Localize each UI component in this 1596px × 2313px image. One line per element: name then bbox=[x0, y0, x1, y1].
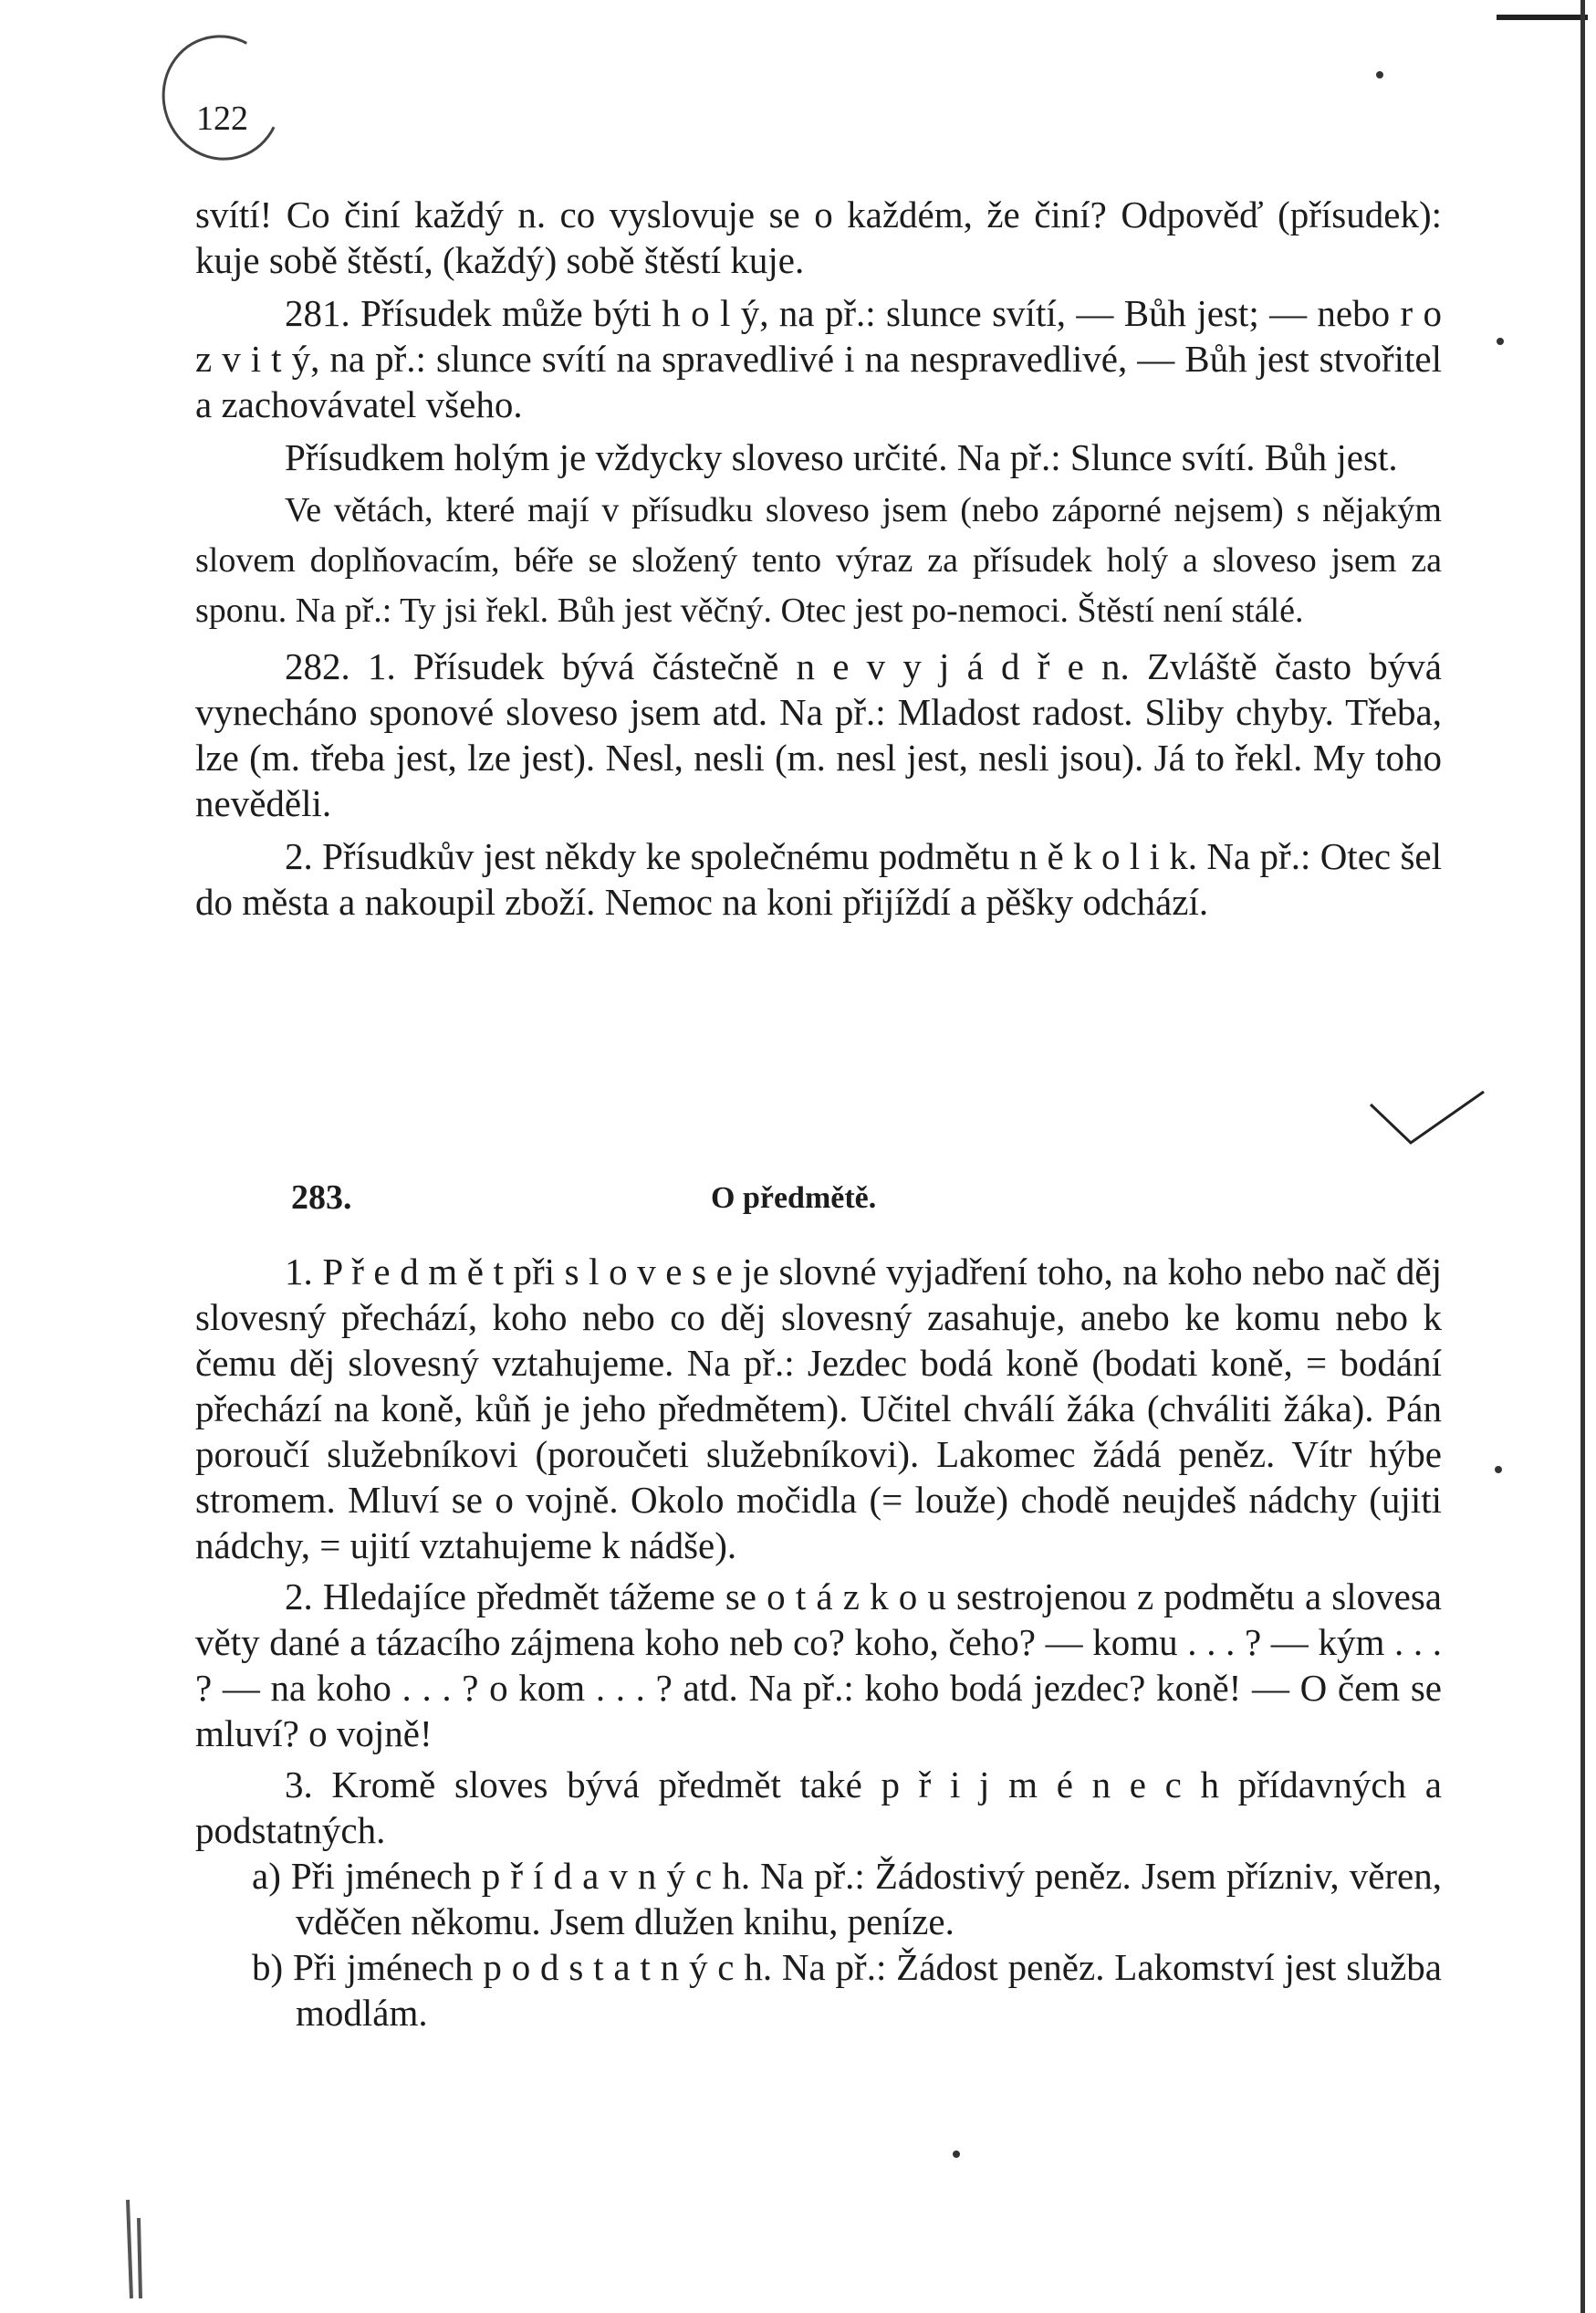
section-heading bbox=[195, 1177, 1442, 1229]
text-block-bottom bbox=[195, 1249, 1442, 2036]
paragraph-sponu: Ve větách, které mají v přísudku sloveso jsem (nebo záporné nejsem) s nějakým slovem doplňovacím, béře se složený tento výraz za přísudek holý a sloveso jsem za sponu. Na př.: Ty jsi řekl. Bůh jest věčný. Otec jest po-nemoci. Štěstí není stálé. bbox=[195, 491, 1442, 630]
paragraph-282-1: 282. 1. Přísudek bývá částečně n e v y j á d ř e n. Zvláště často bývá vynecháno sponové sloveso jsem atd. Na př.: Mladost radost. Sliby chyby. Třeba, lze (m. třeba jest, lze jest). Nesl, nesli (m. nesl jest, nesli jsou). Já to řekl. My toho nevěděli. bbox=[195, 645, 1442, 824]
page-number: 122 bbox=[196, 99, 248, 138]
paragraph-283-3: 3. Kromě sloves bývá předmět také p ř i j m é n e c h přídavných a podstatných. bbox=[195, 1764, 1442, 1851]
section-number: 283. bbox=[291, 1178, 352, 1217]
list-item-b: b) Při jménech p o d s t a t n ý c h. Na př.: Žádost peněz. Lakomství jest služba modlám. bbox=[252, 1946, 1442, 2034]
paragraph-283-2: 2. Hledajíce předmět tážeme se o t á z k o u sestrojenou z podmětu a slovesa věty dané a tázacího zájmena koho neb co? koho, čeho? — komu . . . ? — kým . . . ? — na koho . . . ? o kom . . . ? atd. Na př.: koho bodá jezdec? koně! — O čem se mluví? o vojně! bbox=[195, 1575, 1442, 1754]
paragraph-intro: svítí! Co činí každý n. co vyslovuje se o každém, že činí? Odpověď (přísudek): kuje sobě štěstí, (každý) sobě štěstí kuje. bbox=[195, 194, 1442, 281]
handwritten-check-mark bbox=[1369, 1084, 1487, 1157]
scan-smudge bbox=[119, 2191, 155, 2300]
speck bbox=[953, 2151, 960, 2158]
scan-edge-top bbox=[1497, 15, 1588, 20]
paragraph-283-1: 1. P ř e d m ě t při s l o v e s e je slovné vyjadření toho, na koho nebo nač děj slovesný přechází, koho nebo co děj slovesný zasahuje, anebo ke komu nebo k čemu děj slovesný vztahujeme. Na př.: Jezdec bodá koně (bodati koně, = bodání přechází na koně, kůň je jeho předmětem). Učitel chválí žáka (chváliti žáka). Pán poroučí služebníkovi (poroučeti služebníkovi). Lakomec žádá peněz. Vítr hýbe stromem. Mluví se o vojně. Okolo močidla (= louže) chodě neujdeš nádchy (ujiti nádchy, = ujití vztahujeme k nádše). bbox=[195, 1251, 1442, 1566]
section-title: O předmětě. bbox=[711, 1181, 877, 1215]
text-block-top bbox=[195, 192, 1442, 925]
page-number-circle bbox=[146, 19, 297, 175]
speck bbox=[1497, 338, 1504, 345]
scan-edge-right bbox=[1580, 0, 1585, 2313]
speck bbox=[1495, 1466, 1502, 1473]
paragraph-282-2: 2. Přísudkův jest někdy ke společnému podmětu n ě k o l i k. Na př.: Otec šel do města a nakoupil zboží. Nemoc na koni přijíždí a pěšky odchází. bbox=[195, 835, 1442, 923]
speck bbox=[1376, 71, 1383, 78]
list-item-a: a) Při jménech p ř í d a v n ý c h. Na př.: Žádostivý peněz. Jsem přízniv, věren, vděčen někomu. Jsem dlužen knihu, peníze. bbox=[252, 1855, 1442, 1942]
paragraph-holy-prisudek: Přísudkem holým je vždycky sloveso určité. Na př.: Slunce svítí. Bůh jest. bbox=[285, 436, 1398, 478]
paragraph-281: 281. Přísudek může býti h o l ý, na př.: slunce svítí, — Bůh jest; — nebo r o z v i t ý, na př.: slunce svítí na spravedlivé i na nespravedlivé, — Bůh jest stvořitel a zachovávatel všeho. bbox=[195, 292, 1442, 425]
